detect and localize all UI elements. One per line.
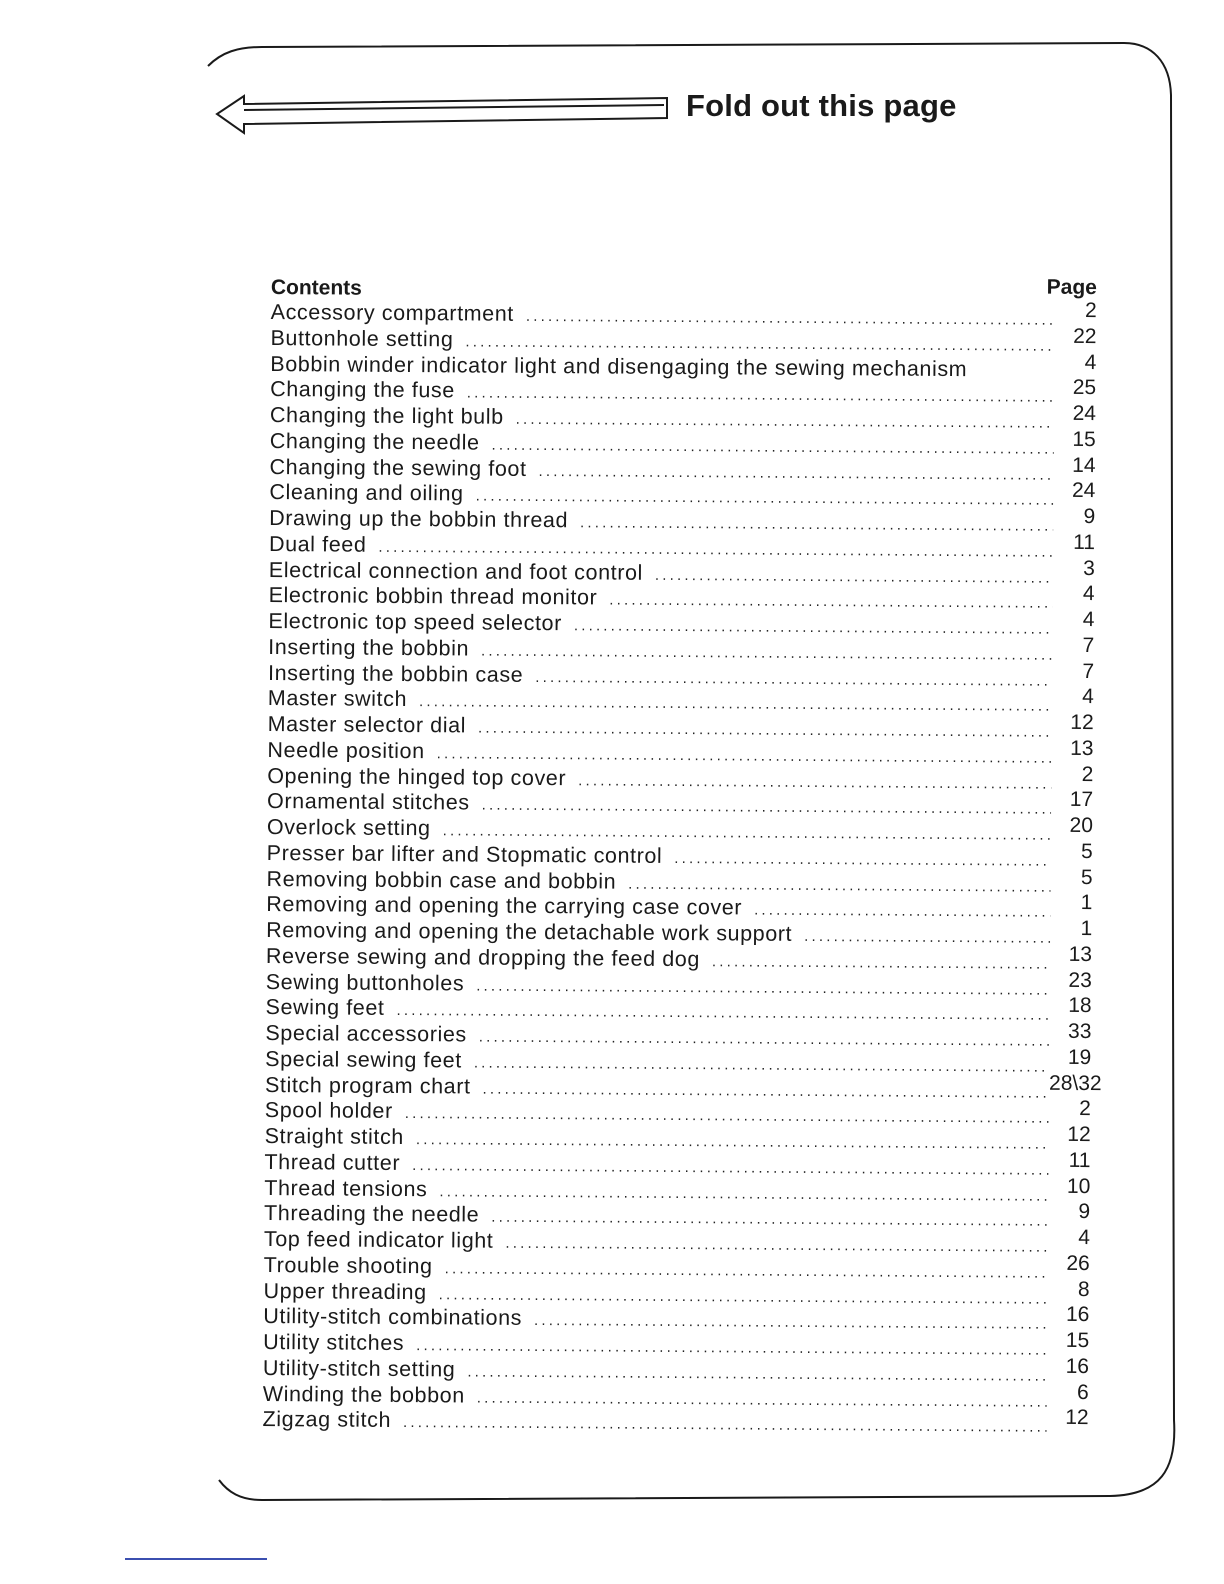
toc-entry-page: 15	[1072, 427, 1096, 451]
toc-dot-leader	[505, 1235, 1048, 1256]
toc-dot-leader	[481, 642, 1052, 663]
contents-header	[271, 270, 1097, 306]
toc-dot-leader	[476, 977, 1050, 998]
toc-entry-label: Buttonhole setting	[270, 325, 454, 352]
toc-dot-leader	[474, 1054, 1049, 1075]
toc-entry-page: 17	[1069, 788, 1094, 812]
toc-entry-page: 4	[1082, 685, 1094, 709]
toc-entry-page: 3	[1083, 556, 1095, 580]
toc-entry-page: 22	[1073, 324, 1097, 348]
toc-dot-leader	[378, 539, 1053, 561]
toc-entry-label: Utility-stitch combinations	[263, 1304, 523, 1331]
bottom-rule	[125, 1558, 267, 1560]
toc-entry-label: Changing the fuse	[270, 377, 455, 403]
toc-entry-page: 1	[1080, 891, 1093, 915]
toc-dot-leader	[482, 797, 1052, 818]
toc-entry-label: Inserting the bobbin	[268, 634, 470, 661]
toc-dot-leader	[979, 376, 1054, 377]
toc-entry-page: 5	[1080, 865, 1093, 889]
toc-entry-label: Zigzag stitch	[262, 1407, 392, 1433]
toc-entry-page: 12	[1070, 710, 1094, 735]
toc-entry-label: Special sewing feet	[265, 1046, 462, 1073]
toc-entry-label: Removing bobbin case and bobbin	[266, 866, 617, 894]
toc-entry-page: 26	[1066, 1251, 1090, 1275]
toc-dot-leader	[396, 1002, 1049, 1024]
toc-entry-label: Thread tensions	[264, 1175, 428, 1201]
toc-dot-leader	[403, 1414, 1047, 1436]
toc-entry-label: Stitch program chart	[264, 1072, 471, 1098]
fold-arrow-icon	[217, 96, 667, 133]
fold-out-title: Fold out this page	[686, 88, 957, 123]
toc-entry-page: 9	[1083, 504, 1096, 529]
toc-entry-page: 18	[1068, 994, 1092, 1018]
toc-entry-page: 5	[1080, 839, 1093, 863]
toc-entry-page: 24	[1071, 479, 1096, 503]
toc-entry-page: 15	[1065, 1328, 1090, 1353]
toc-dot-leader	[516, 411, 1054, 432]
toc-entry-label: Removing and opening the detachable work support	[266, 917, 793, 946]
toc-dot-leader	[419, 693, 1052, 715]
toc-dot-leader	[465, 333, 1054, 354]
toc-entry-label: Changing the needle	[269, 428, 480, 455]
toc-entry-label: Special accessories	[265, 1020, 467, 1047]
toc-entry-page: 6	[1077, 1380, 1089, 1404]
toc-dot-leader	[439, 1286, 1048, 1307]
toc-entry-label: Straight stitch	[264, 1123, 404, 1149]
toc-entry-page: 1	[1080, 916, 1093, 941]
toc-entry-label: Accessory compartment	[270, 299, 514, 326]
toc-dot-leader	[416, 1131, 1049, 1153]
toc-dot-leader	[539, 462, 1054, 483]
toc-dot-leader	[574, 617, 1053, 638]
toc-entry-page: 33	[1067, 1019, 1092, 1044]
toc-dot-leader	[416, 1337, 1047, 1359]
toc-entry-label: Inserting the bobbin case	[267, 660, 524, 687]
toc-entry-label: Opening the hinged top cover	[267, 763, 567, 790]
toc-dot-leader	[478, 720, 1052, 741]
toc-dot-leader	[534, 1312, 1047, 1333]
toc-dot-leader	[483, 1080, 1050, 1101]
toc-dot-leader	[674, 850, 1050, 870]
toc-dot-leader	[804, 928, 1050, 947]
toc-dot-leader	[467, 1363, 1047, 1384]
toc-entry-label: Utility stitches	[263, 1329, 405, 1356]
toc-entry-label: Electronic top speed selector	[268, 608, 562, 636]
toc-entry-page: 11	[1073, 530, 1096, 554]
toc-entry-page: 2	[1084, 298, 1097, 323]
toc-entry-page: 12	[1067, 1122, 1091, 1147]
toc-entry-label: Bobbin winder indicator light and disengaging the sewing mechanism	[270, 351, 968, 381]
toc-dot-leader	[491, 1209, 1048, 1230]
toc-entry-page: 25	[1072, 376, 1097, 400]
toc-entry-page: 9	[1078, 1200, 1091, 1224]
toc-dot-leader	[479, 1029, 1050, 1050]
toc-entry-label: Reverse sewing and dropping the feed dog	[265, 943, 701, 971]
toc-entry-label: Master selector dial	[267, 711, 467, 738]
toc-entry-label: Utility-stitch setting	[262, 1355, 456, 1382]
toc-entry-page: 4	[1082, 582, 1095, 606]
toc-dot-leader	[476, 488, 1054, 509]
toc-list	[262, 298, 1102, 1439]
toc-entry-label: Dual feed	[268, 531, 367, 557]
toc-entry-page: 2	[1079, 1097, 1091, 1121]
toc-entry-label: Cleaning and oiling	[269, 480, 464, 506]
toc-dot-leader	[628, 875, 1050, 895]
toc-entry-page: 7	[1082, 633, 1095, 657]
toc-entry-page: 19	[1067, 1045, 1092, 1069]
toc-entry-label: Changing the light bulb	[269, 402, 504, 429]
toc-entry-page: 4	[1084, 350, 1097, 374]
toc-dot-leader	[580, 514, 1053, 534]
toc-entry-label: Ornamental stitches	[267, 789, 470, 815]
toc-entry-page: 2	[1081, 762, 1094, 786]
toc-dot-leader	[439, 1183, 1048, 1204]
toc-entry-label: Sewing buttonholes	[265, 969, 465, 995]
toc-entry-page: 10	[1066, 1174, 1091, 1198]
toc-entry-label: Needle position	[267, 737, 425, 763]
toc-entry-label: Drawing up the bobbin thread	[269, 505, 569, 533]
toc-entry-label: Changing the sewing foot	[269, 454, 527, 481]
toc-entry-label: Thread cutter	[264, 1149, 401, 1175]
toc-entry-page: 8	[1077, 1277, 1090, 1301]
toc-entry-label: Sewing feet	[265, 995, 385, 1021]
toc-dot-leader	[754, 902, 1050, 921]
toc-entry-page: 24	[1072, 401, 1097, 426]
toc-entry-page: 16	[1065, 1303, 1090, 1327]
toc-entry-page: 23	[1068, 968, 1092, 992]
toc-entry-page: 4	[1078, 1225, 1091, 1250]
page-column-title: Page	[1046, 275, 1097, 300]
toc-entry-label: Threading the needle	[263, 1201, 480, 1227]
toc-dot-leader	[492, 436, 1054, 457]
toc-entry-page: 13	[1068, 942, 1093, 966]
toc-dot-leader	[609, 592, 1052, 612]
fold-arrow-inner-line	[244, 105, 664, 110]
toc-entry-page: 14	[1072, 453, 1096, 477]
toc-entry-page: 28\32	[1048, 1071, 1102, 1095]
toc-entry-label: Electrical connection and foot control	[268, 557, 644, 585]
toc-entry-page: 7	[1082, 659, 1095, 683]
toc-entry-label: Master switch	[267, 686, 408, 712]
toc-dot-leader	[443, 822, 1051, 843]
toc-dot-leader	[437, 745, 1052, 767]
toc-entry-page: 11	[1068, 1148, 1091, 1172]
toc-entry-page: 16	[1065, 1354, 1090, 1378]
toc-dot-leader	[655, 566, 1053, 586]
toc-entry-label: Upper threading	[263, 1278, 427, 1304]
toc-entry-label: Overlock setting	[266, 814, 431, 841]
toc-entry-page: 20	[1069, 813, 1094, 838]
table-of-contents	[262, 270, 1102, 1439]
toc-entry-label: Trouble shooting	[263, 1252, 433, 1278]
toc-entry-label: Spool holder	[264, 1098, 393, 1124]
toc-entry-label: Winding the bobbon	[262, 1381, 465, 1407]
toc-entry-label: Top feed indicator light	[263, 1226, 494, 1253]
toc-dot-leader	[412, 1157, 1048, 1179]
toc-entry-label: Electronic bobbin thread monitor	[268, 583, 598, 610]
toc-entry-page: 12	[1065, 1406, 1089, 1430]
toc-dot-leader	[526, 308, 1055, 329]
toc-dot-leader	[477, 1389, 1047, 1410]
toc-dot-leader	[445, 1260, 1048, 1281]
toc-entry-label: Removing and opening the carrying case cover	[266, 892, 743, 920]
toc-dot-leader	[578, 772, 1051, 792]
toc-dot-leader	[712, 953, 1050, 972]
toc-entry-page: 13	[1070, 736, 1094, 760]
toc-entry-label: Presser bar lifter and Stopmatic control	[266, 840, 663, 868]
toc-dot-leader	[535, 668, 1052, 689]
toc-dot-leader	[405, 1105, 1049, 1127]
toc-entry-page: 4	[1082, 607, 1095, 632]
contents-title: Contents	[270, 275, 362, 300]
toc-dot-leader	[467, 385, 1054, 406]
